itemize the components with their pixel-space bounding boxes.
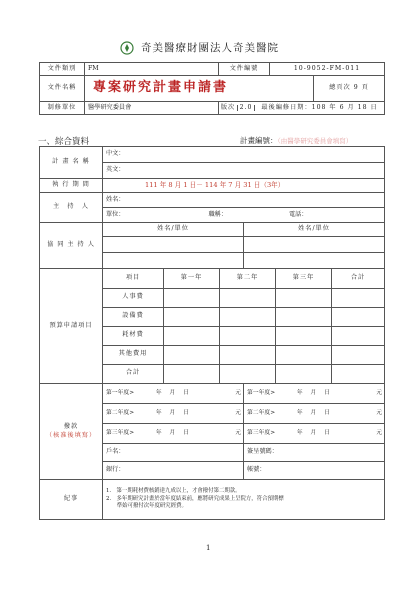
budget-table	[103, 269, 384, 383]
note-line: 準始可撥付次年度研究經費。	[106, 503, 187, 510]
budget-header-year2: 第二年	[220, 269, 276, 288]
allot-row-year3[interactable]: 第三年度> 年 月 日 元	[103, 424, 244, 444]
plan-no-label: 計畫編號：	[240, 136, 278, 145]
budget-cell[interactable]	[276, 326, 332, 345]
english-label: 英文：	[106, 166, 125, 174]
co-pi-col1-header: 姓名/單位	[103, 223, 244, 237]
account-no-field[interactable]: 簽呈號碼：	[244, 444, 385, 462]
budget-cell[interactable]	[332, 326, 385, 345]
co-pi-col2-header: 姓名/單位	[244, 223, 385, 237]
budget-header-year3: 第三年	[276, 269, 332, 288]
budget-header-item: 項目	[103, 269, 164, 288]
budget-cell[interactable]	[276, 288, 332, 307]
page-number: 1	[206, 544, 211, 552]
budget-cell[interactable]	[220, 288, 276, 307]
last-edit-date: 最後編修日期：108 年 6 月 18 日	[255, 105, 385, 112]
pi-unit-label: 單位：	[106, 210, 125, 218]
budget-cell[interactable]	[332, 345, 385, 364]
co-pi-label: 協 同 主 持 人	[40, 223, 103, 269]
pi-phone-label: 電話：	[289, 210, 308, 218]
budget-header-total: 合計	[332, 269, 385, 288]
unit-label: 制修單位	[40, 102, 85, 115]
allot-note: （核准後填寫）	[45, 431, 97, 439]
total-pages: 總頁次 9 頁	[314, 76, 385, 102]
budget-cell[interactable]	[332, 364, 385, 383]
pi-detail-field[interactable]	[103, 208, 385, 223]
note-line: 2. 多年期研究計畫於當年度結束前，應將研究成果上呈院方，符合預期標	[106, 495, 284, 502]
budget-cell[interactable]	[220, 345, 276, 364]
plan-name-label: 計 畫 名 稱	[40, 147, 103, 179]
budget-header-year1: 第一年	[164, 269, 220, 288]
doc-no-value: 10-9052-FM-011	[270, 63, 385, 76]
period-label: 執 行 期 間	[40, 179, 103, 193]
co-pi-cell[interactable]	[244, 237, 385, 253]
document-header-table	[39, 62, 385, 115]
pi-name-field[interactable]	[103, 193, 385, 208]
allot-row-year1-b[interactable]: 第一年度> 年 月 日 元	[244, 384, 385, 404]
budget-cell[interactable]	[332, 288, 385, 307]
notes-label: 紀事	[40, 480, 103, 520]
budget-cell[interactable]	[164, 364, 220, 383]
application-form-table	[39, 146, 385, 520]
bank-field[interactable]: 銀行：	[103, 462, 244, 480]
unit-value: 醫學研究委員會	[85, 102, 219, 115]
period-value[interactable]: 111 年 8 月 1 日－ 114 年 7 月 31 日（3年）	[103, 179, 385, 193]
budget-row-other: 其他費用	[103, 345, 164, 364]
account-name-field[interactable]: 戶名：	[103, 444, 244, 462]
budget-row-personnel: 人事費	[103, 288, 164, 307]
budget-cell[interactable]	[220, 364, 276, 383]
version-value: 2.0	[238, 105, 255, 112]
chinese-label: 中文：	[106, 150, 125, 158]
branch-field[interactable]: 帳號：	[244, 462, 385, 480]
budget-cell[interactable]	[332, 307, 385, 326]
budget-cell[interactable]	[276, 364, 332, 383]
org-name: 奇美醫療財團法人奇美醫院	[141, 42, 279, 54]
budget-row-total: 合計	[103, 364, 164, 383]
budget-cell[interactable]	[220, 307, 276, 326]
budget-row-consumables: 耗材費	[103, 326, 164, 345]
section-title: 一、綜合資料	[38, 137, 90, 147]
allot-row-year2-b[interactable]: 第二年度> 年 月 日 元	[244, 404, 385, 424]
version-label: 版次	[219, 105, 238, 112]
notes-content	[103, 480, 385, 520]
budget-row-equipment: 設備費	[103, 307, 164, 326]
allot-row-year3-b[interactable]: 第三年度> 年 月 日 元	[244, 424, 385, 444]
doc-no-label: 文件編號	[219, 63, 270, 76]
doc-name-label: 文件名稱	[40, 76, 85, 102]
document-title: 專案研究計畫申請書	[85, 76, 314, 102]
budget-cell[interactable]	[164, 345, 220, 364]
allot-row-year1[interactable]: 第一年度> 年 月 日 元	[103, 384, 244, 404]
doc-type-value: FM	[85, 63, 219, 76]
budget-cell[interactable]	[164, 288, 220, 307]
budget-cell[interactable]	[276, 345, 332, 364]
co-pi-cell[interactable]	[103, 253, 244, 269]
plan-name-english[interactable]	[103, 163, 385, 179]
plan-no-note: （由醫學研究委員會填寫）	[277, 137, 353, 145]
note-line: 1. 第一期耗材費核銷達九成以上，才會撥付第二期款。	[106, 487, 241, 494]
pi-name-label: 姓名：	[106, 195, 125, 203]
plan-name-chinese[interactable]	[103, 147, 385, 163]
budget-cell[interactable]	[164, 326, 220, 345]
budget-cell[interactable]	[220, 326, 276, 345]
pi-title-label: 職稱：	[208, 210, 228, 218]
co-pi-cell[interactable]	[103, 237, 244, 253]
org-logo	[120, 40, 134, 59]
allot-label-cell	[40, 384, 103, 480]
co-pi-cell[interactable]	[244, 253, 385, 269]
budget-cell[interactable]	[164, 307, 220, 326]
budget-cell[interactable]	[276, 307, 332, 326]
budget-label: 預算申請項目	[40, 269, 103, 384]
pi-label: 主 持 人	[40, 193, 103, 223]
doc-type-label: 文件類別	[40, 63, 85, 76]
allot-label: 撥款	[63, 422, 79, 430]
allot-row-year2[interactable]: 第二年度> 年 月 日 元	[103, 404, 244, 424]
